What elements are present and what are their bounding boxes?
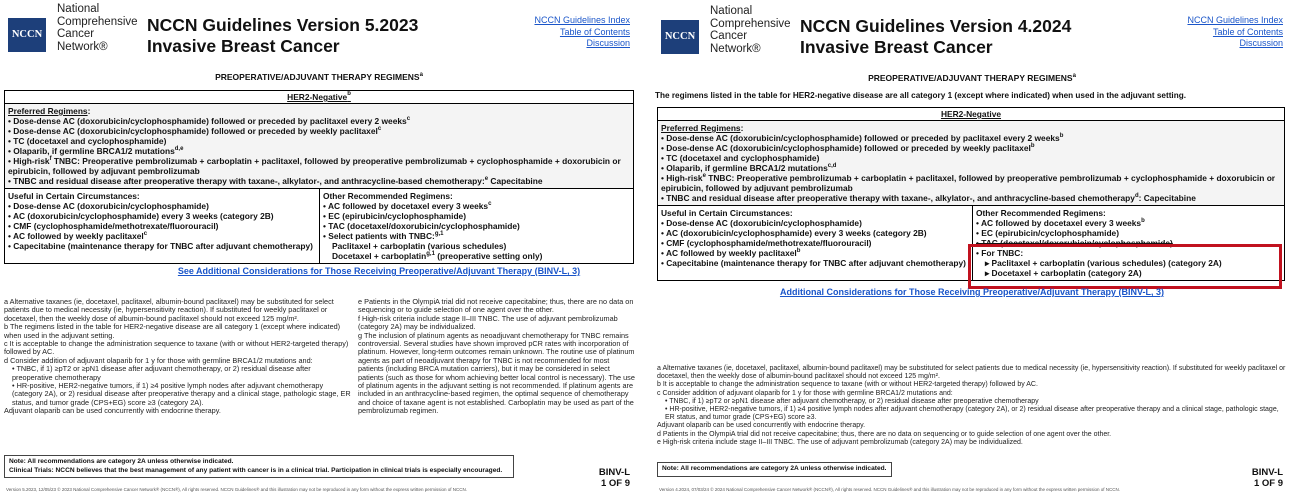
item-sup: c [377, 126, 382, 132]
section-heading [653, 73, 1291, 83]
item-text: : Capecitabine [1138, 193, 1196, 203]
page-title [147, 15, 418, 57]
nccn-logo-box: NCCN [8, 18, 46, 52]
table-header: HER2-Negative [658, 108, 1284, 121]
preferred-title-text: Preferred Regimens [661, 123, 741, 133]
right-page [653, 0, 1291, 495]
page-title [800, 16, 1071, 58]
header-sup: b [347, 91, 351, 97]
footnote: e Patients in the OlympiA trial did not receive capecitabine; thus, there are no data on sequencing or to guide selection of one agent over the other. [358, 297, 634, 315]
list-item [323, 231, 630, 241]
list-item: ▸ Paclitaxel + carboplatin (various schedules) (category 2A) [985, 258, 1222, 268]
item-text: (preoperative setting only) [434, 251, 543, 261]
title-subject: Invasive Breast Cancer [147, 36, 340, 56]
list-item: ▸ Docetaxel + carboplatin (category 2A) [985, 268, 1142, 278]
version-footer: Version 4.2024, 07/03/24 © 2024 National Comprehensive Cancer Network® (NCCN®), All rights reserved. NCCN Guidelines® and this illustration may not be reproduced in any form without the express written permission of NCCN. [659, 487, 1120, 492]
nccn-logo-text [710, 5, 791, 55]
footnotes-right-column [358, 298, 636, 416]
list-item: Paclitaxel + carboplatin (various schedules) [332, 241, 507, 251]
footnote: Adjuvant olaparib can be used concurrently with endocrine therapy. [657, 422, 866, 430]
footnote: • TNBC, if 1) ≥pT2 or ≥pN1 disease after adjuvant chemotherapy, or 2) residual disease after preoperative chemotherapy [12, 364, 311, 382]
item-text: Docetaxel + carboplatin [332, 251, 427, 261]
note-box [4, 455, 514, 478]
clinical-trials-text: Clinical Trials: NCCN believes that the best management of any patient with cancer is in a clinical trial. Participation in clinical trials is especially encouraged. [9, 466, 503, 474]
footnotes [657, 365, 1287, 447]
additional-considerations-link[interactable]: Additional Considerations for Those Receiving Preoperative/Adjuvant Therapy (BINV-L, 3) [779, 287, 1165, 297]
page-number: 1 OF 9 [1253, 477, 1283, 489]
list-item [661, 248, 969, 258]
other-title: Other Recommended Regimens: [976, 208, 1106, 218]
highlight-box [968, 244, 1282, 289]
logo-line: Comprehensive [57, 15, 138, 28]
list-item [8, 231, 316, 241]
list-item: • CMF (cyclophosphamide/methotrexate/fluorouracil) [661, 238, 872, 248]
item-text: • AC followed by weekly paclitaxel [8, 231, 144, 241]
footnote: • TNBC, if 1) ≥pT2 or ≥pN1 disease after adjuvant chemotherapy, or 2) residual disease after preoperative chemotherapy [665, 397, 1039, 405]
item-text: • High-risk [8, 156, 50, 166]
list-item [661, 163, 1281, 173]
item-text: • High-risk [661, 173, 703, 183]
logo-line: Cancer [57, 28, 95, 40]
heading-text: PREOPERATIVE/ADJUVANT THERAPY REGIMENS [868, 73, 1073, 83]
nccn-logo-box: NCCN [661, 20, 699, 54]
item-sup: c,d [827, 163, 837, 169]
item-text: • Olaparib, if germline BRCA1/2 mutations [8, 146, 175, 156]
item-sup: b [1030, 143, 1035, 149]
item-text: TNBC: Preoperative pembrolizumab + carboplatin + paclitaxel, followed by preoperative pembrolizumab + cyclophosphamide + doxorubicin or epirubicin, followed by adjuvant pembrolizumab [661, 173, 1276, 193]
item-sup: c [406, 116, 411, 122]
list-item [8, 126, 630, 136]
list-item: • Capecitabine (maintenance therapy for TNBC after adjuvant chemotherapy) [661, 258, 966, 268]
list-item [8, 156, 630, 176]
logo-line: Comprehensive [710, 17, 791, 30]
title-version: NCCN Guidelines Version 4.2024 [800, 16, 1072, 36]
footnote: c Consider addition of adjuvant olaparib for 1 y for those with germline BRCA1/2 mutations and: [657, 389, 953, 397]
item-sup: g,1 [434, 231, 444, 237]
logo-line: Network® [710, 42, 761, 55]
list-item: • EC (epirubicin/cyclophosphamide) [323, 211, 467, 221]
item-text: • Olaparib, if germline BRCA1/2 mutations [661, 163, 828, 173]
item-text: • Select patients with TNBC: [323, 231, 435, 241]
discussion-link[interactable]: Discussion [1239, 38, 1283, 48]
page-identifier [599, 468, 630, 489]
list-item [661, 143, 1281, 153]
item-sup: b [1141, 218, 1145, 224]
list-item [8, 116, 630, 126]
heading-sup: a [419, 72, 423, 78]
useful-title: Useful in Certain Circumstances: [661, 208, 793, 218]
item-sup: e [702, 173, 706, 179]
other-title: Other Recommended Regimens: [323, 191, 453, 201]
footnote: e High-risk criteria include stage II–III TNBC. The use of adjuvant pembrolizumab (category 2A) may be individualized. [657, 438, 1023, 446]
preferred-title: Preferred Regimens: [661, 123, 744, 133]
preferred-title-text: Preferred Regimens [8, 106, 88, 116]
useful-regimens [5, 189, 320, 263]
list-item [323, 251, 630, 261]
item-sup: c [488, 201, 492, 207]
item-text: • TNBC and residual disease after preoperative therapy with taxane-, alkylator-, and anthracycline-based chemotherapy [661, 193, 1135, 203]
list-item: • EC (epirubicin/cyclophosphamide) [976, 228, 1120, 238]
preferred-regimens [658, 121, 1284, 206]
item-text: • AC followed by docetaxel every 3 weeks [323, 201, 489, 211]
note-text: Note: All recommendations are category 2A unless otherwise indicated. [9, 458, 234, 465]
section-heading [0, 72, 638, 82]
list-item [976, 218, 1281, 228]
guidelines-index-link[interactable]: NCCN Guidelines Index [534, 15, 630, 25]
list-item: • TAC (docetaxel/doxorubicin/cyclophosphamide) [323, 221, 520, 231]
list-item: • Capecitabine (maintenance therapy for TNBC after adjuvant chemotherapy) [8, 241, 313, 251]
other-regimens [320, 189, 633, 263]
nccn-logo-text [57, 3, 138, 53]
list-item [8, 176, 630, 186]
title-version: NCCN Guidelines Version 5.2023 [147, 15, 419, 35]
list-item [323, 201, 630, 211]
list-item: • Dose-dense AC (doxorubicin/cyclophosphamide) [8, 201, 209, 211]
list-item [661, 173, 1281, 193]
list-item: • AC (doxorubicin/cyclophosphamide) every 3 weeks (category 2B) [661, 228, 927, 238]
list-item: • TC (docetaxel and cyclophosphamide) [8, 136, 167, 146]
item-sup: g,1 [426, 251, 435, 257]
list-item [8, 146, 630, 156]
page-number: 1 OF 9 [600, 477, 630, 489]
useful-regimens [658, 206, 973, 280]
list-item: • For TNBC: [976, 248, 1024, 258]
table-header-text: HER2-Negative [287, 92, 348, 102]
list-item [661, 193, 1281, 203]
footnotes-left-column [4, 298, 352, 416]
item-text: Capecitabine [488, 176, 543, 186]
item-sup: f [49, 156, 52, 162]
list-item: • CMF (cyclophosphamide/methotrexate/fluorouracil) [8, 221, 219, 231]
item-text: • Dose-dense AC (doxorubicin/cyclophosphamide) followed or preceded by weekly paclitaxel [8, 126, 378, 136]
additional-considerations-link[interactable]: See Additional Considerations for Those Receiving Preoperative/Adjuvant Therapy (BINV-L, 3) [177, 266, 581, 276]
logo-line: National [57, 3, 100, 15]
table-of-contents-link[interactable]: Table of Contents [559, 26, 630, 37]
item-sup: d,e [174, 146, 184, 152]
footnote: f High-risk criteria include stage II–III TNBC. The use of adjuvant pembrolizumab (category 2A) may be individualized. [358, 313, 618, 332]
list-item-struck: • TAC (docetaxel/doxorubicin/cyclophosphamide) [976, 238, 1173, 248]
list-item: • AC (doxorubicin/cyclophosphamide) every 3 weeks (category 2B) [8, 211, 274, 221]
left-page [0, 0, 638, 495]
table-header [5, 91, 633, 104]
discussion-link[interactable]: Discussion [586, 38, 630, 48]
guidelines-index-link[interactable]: NCCN Guidelines Index [1187, 15, 1283, 25]
item-sup: d [1134, 193, 1139, 199]
footnote: b The regimens listed in the table for HER2-negative disease are all category 1 (except where indicated) when used in the adjuvant setting. [4, 322, 341, 340]
nav-links [534, 15, 630, 50]
table-row [5, 189, 633, 263]
logo-line: National [710, 5, 753, 17]
heading-sup: a [1072, 73, 1076, 79]
preferred-regimens [5, 104, 633, 189]
nccn-logo [5, 3, 147, 53]
item-sup: b [796, 248, 801, 254]
item-text: • TNBC and residual disease after preoperative therapy with taxane-, alkylator-, and anthracycline-based chemotherapy: [8, 176, 485, 186]
item-sup: c [143, 231, 148, 237]
footnote: • HR-positive, HER2-negative tumors, if 1) ≥4 positive lymph nodes after adjuvant chemotherapy (category 2A), or 2) residual disease after preoperative therapy and a clinical stage, pathologic stage, ER status, and tumor grade (CPS+EG) score ≥3 (category 2A). [12, 381, 351, 407]
footnote: a Alternative taxanes (ie, docetaxel, paclitaxel, albumin-bound paclitaxel) may be substituted for select patients due to medical necessity (ie, hypersensitivity reaction). If substituted for weekly paclitaxel or docetaxel, then the weekly dose of albumin-bound paclitaxel should not exceed 125 mg/m². [4, 297, 334, 323]
footnote: b It is acceptable to change the administration sequence to taxane (with or without HER2-targeted therapy) followed by AC. [657, 381, 1038, 389]
item-text: • AC followed by docetaxel every 3 weeks [976, 218, 1142, 228]
nccn-logo [658, 5, 800, 55]
item-text: • Dose-dense AC (doxorubicin/cyclophosphamide) followed or preceded by paclitaxel every 2 weeks [661, 133, 1060, 143]
heading-text: PREOPERATIVE/ADJUVANT THERAPY REGIMENS [215, 72, 420, 82]
logo-line: Cancer [710, 30, 748, 42]
logo-line: Network® [57, 40, 108, 53]
list-item [661, 133, 1281, 143]
nav-links [1187, 15, 1283, 50]
page-code: BINV-L [1251, 467, 1283, 478]
item-text: • AC followed by weekly paclitaxel [661, 248, 797, 258]
footnote: d Consider addition of adjuvant olaparib for 1 y for those with germline BRCA1/2 mutations and: [4, 355, 313, 365]
note-box [657, 462, 892, 477]
list-item: • Dose-dense AC (doxorubicin/cyclophosphamide) [661, 218, 862, 228]
list-item: • TC (docetaxel and cyclophosphamide) [661, 153, 820, 163]
footnote: c It is acceptable to change the administration sequence to taxane (with or without HER2-targeted therapy) followed by AC. [4, 339, 349, 357]
item-sup: b [1059, 133, 1064, 139]
preferred-title: Preferred Regimens: [8, 106, 91, 116]
item-text: • Dose-dense AC (doxorubicin/cyclophosphamide) followed or preceded by paclitaxel every 2 weeks [8, 116, 407, 126]
item-text: • Dose-dense AC (doxorubicin/cyclophosphamide) followed or preceded by weekly paclitaxel [661, 143, 1031, 153]
item-sup: e [484, 176, 489, 182]
regimen-table [4, 90, 634, 264]
item-text: TNBC: Preoperative pembrolizumab + carboplatin + paclitaxel, followed by preoperative pembrolizumab + cyclophosphamide + doxorubicin or epirubicin, followed by adjuvant pembrolizumab [8, 156, 621, 176]
table-intro: The regimens listed in the table for HER2-negative disease are all category 1 (except where indicated) when used in the adjuvant setting. [655, 91, 1186, 100]
footnote: d Patients in the OlympiA trial did not receive capecitabine; thus, there are no data on sequencing or to guide selection of one agent over the other. [657, 430, 1112, 438]
table-of-contents-link[interactable]: Table of Contents [1212, 26, 1283, 37]
page-code: BINV-L [598, 467, 630, 478]
footnote: Adjuvant olaparib can be used concurrently with endocrine therapy. [4, 406, 221, 416]
footnote: g The inclusion of platinum agents as neoadjuvant chemotherapy for TNBC remains controversial. Several studies have shown improved pCR rates with incorporation of platinum. However, long-term outcomes remain unknown. The routine use of platinum agents as part of neoadjuvant therapy for TNBC is not recommended for most patients (including BRCA mutation carriers), but it may be considered in select patients (such as those for whom achieving better local control is necessary). The use of platinum agents in the adjuvant setting is not recommended. If platinum agents are included in an anthracycline-based regimen, the optimal sequence of chemotherapy and choice of taxane agent is not established. Carboplatin may be used as part of the pembrolizumab regimen. [358, 330, 635, 416]
note-text: Note: All recommendations are category 2A unless otherwise indicated. [662, 465, 887, 472]
footnote: a Alternative taxanes (ie, docetaxel, paclitaxel, albumin-bound paclitaxel) may be substituted for select patients due to medical necessity (ie, hypersensitivity reaction). If substituted for weekly paclitaxel or docetaxel, then the weekly dose of albumin-bound paclitaxel should not exceed 125 mg/m². [657, 365, 1286, 381]
useful-title: Useful in Certain Circumstances: [8, 191, 140, 201]
page-identifier [1252, 468, 1283, 489]
title-subject: Invasive Breast Cancer [800, 37, 993, 57]
version-footer: Version 5.2023, 12/05/23 © 2023 National Comprehensive Cancer Network® (NCCN®), All rights reserved. NCCN Guidelines® and this illustration may not be reproduced in any form without the express written permission of NCCN. [6, 487, 467, 492]
footnote: • HR-positive, HER2-negative tumors, if 1) ≥4 positive lymph nodes after adjuvant chemotherapy (category 2A), or 2) residual disease after preoperative therapy and a clinical stage, pathologic stage, ER status, and tumor grade (CPS+EG) score ≥3. [665, 406, 1279, 422]
